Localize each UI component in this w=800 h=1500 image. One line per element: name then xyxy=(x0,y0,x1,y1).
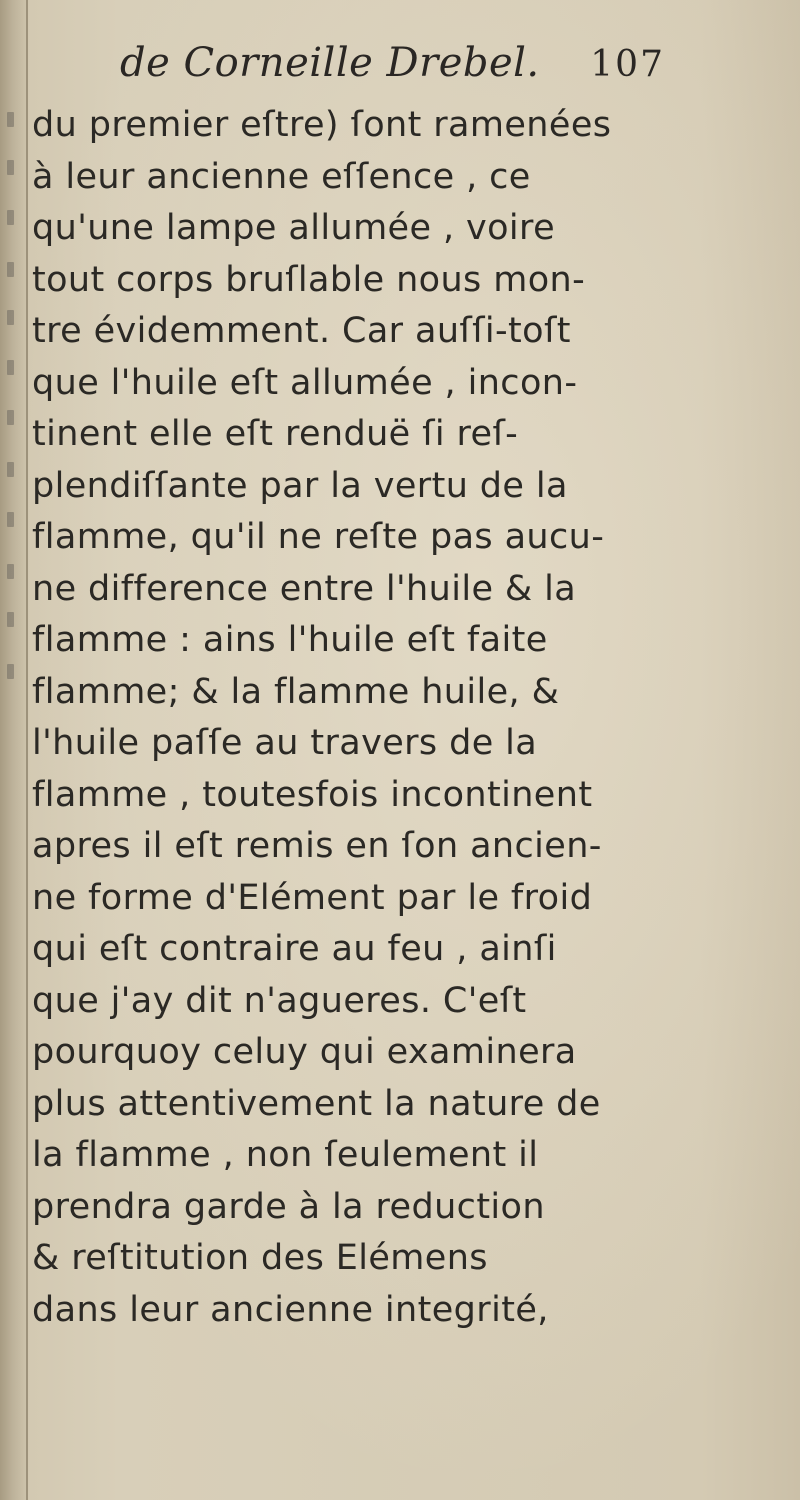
text-line: dans leur ancienne integrité, xyxy=(32,1289,549,1330)
text-line: flamme , toutesfois incontinent xyxy=(32,774,593,815)
gutter-mark xyxy=(7,564,14,579)
text-line: & reſtitution des Elémens xyxy=(32,1238,488,1278)
gutter-mark xyxy=(7,512,14,527)
gutter-mark xyxy=(7,160,14,175)
text-line: tout corps bruſlable nous mon- xyxy=(32,259,586,300)
text-line: tre évidemment. Car auſſi-toſt xyxy=(32,311,571,351)
text-line: du premier eſtre) ſont ramenées xyxy=(32,105,612,145)
body-text xyxy=(32,100,662,1336)
text-line: à leur ancienne eſſence , ce xyxy=(32,156,531,197)
text-line: prendra garde à la reduction xyxy=(32,1186,545,1227)
text-line: flamme, qu'il ne reſte pas aucu- xyxy=(32,517,605,557)
facing-page-edge xyxy=(0,0,28,1500)
text-line: flamme : ains l'huile eſt faite xyxy=(32,620,548,660)
text-line: plendiſſante par la vertu de la xyxy=(32,465,568,506)
running-head xyxy=(120,36,665,98)
gutter-mark xyxy=(7,112,14,127)
text-line: pourquoy celuy qui examinera xyxy=(32,1032,577,1072)
text-line: que l'huile eſt allumée , incon- xyxy=(32,362,578,403)
gutter-mark xyxy=(7,210,14,225)
gutter-mark xyxy=(7,360,14,375)
gutter-mark xyxy=(7,462,14,477)
running-head-title: de Corneille Drebel. xyxy=(120,40,540,86)
gutter-mark xyxy=(7,664,14,679)
text-line: apres il eſt remis en ſon ancien- xyxy=(32,826,602,866)
text-line: ne forme d'Elément par le froid xyxy=(32,877,593,918)
gutter-mark xyxy=(7,410,14,425)
text-line: flamme; & la flamme huile, & xyxy=(32,671,560,712)
text-line: l'huile paſſe au travers de la xyxy=(32,723,538,763)
gutter-mark xyxy=(7,262,14,277)
text-line: ne difference entre l'huile & la xyxy=(32,568,577,609)
gutter-mark xyxy=(7,612,14,627)
page-number: 107 xyxy=(590,44,665,85)
gutter-mark xyxy=(7,310,14,325)
text-line: qui eſt contraire au feu , ainſi xyxy=(32,929,557,969)
text-line: la flamme , non ſeulement il xyxy=(32,1135,539,1175)
text-line: qu'une lampe allumée , voire xyxy=(32,208,556,248)
text-line: que j'ay dit n'agueres. C'eſt xyxy=(32,980,527,1021)
text-line: tinent elle eſt renduë ſi reſ- xyxy=(32,414,519,454)
text-line: plus attentivement la nature de xyxy=(32,1083,601,1124)
